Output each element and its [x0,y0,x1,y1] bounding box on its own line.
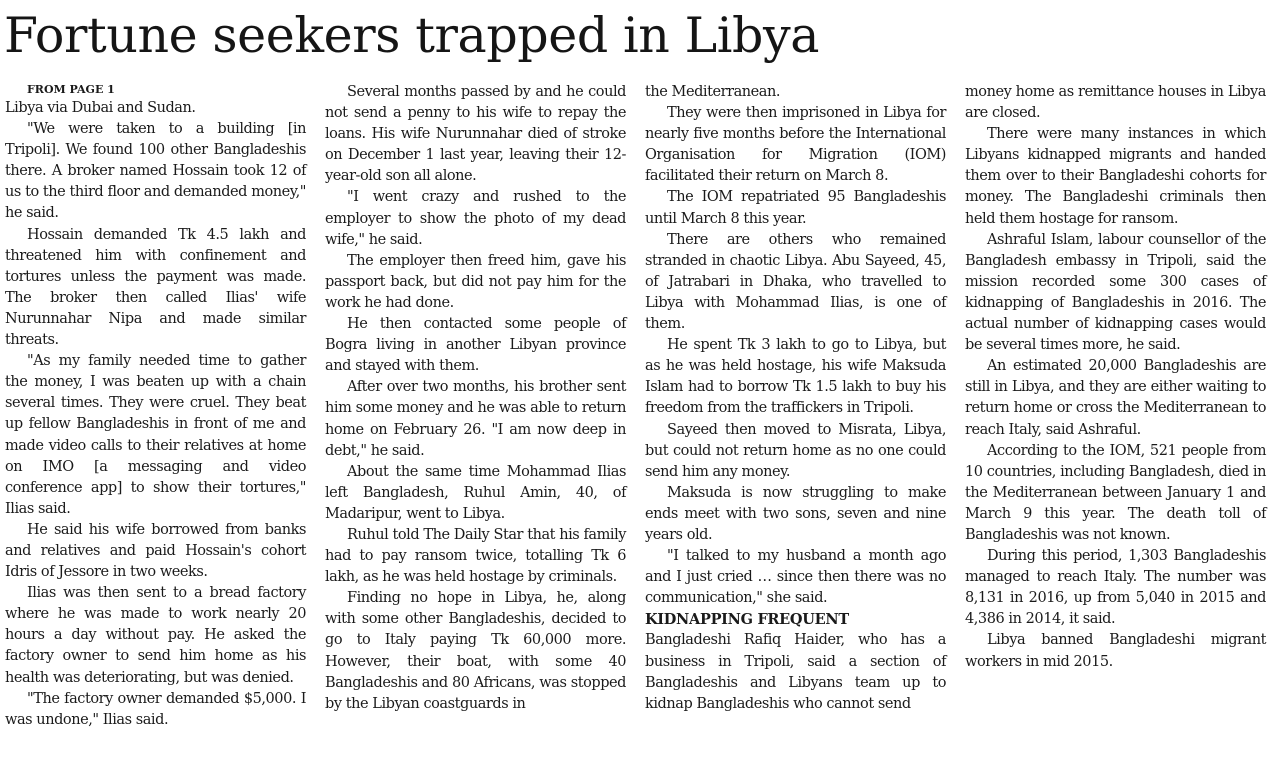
paragraph: "I talked to my husband a month ago and I just cried … since then there was no communication," she said. [645,548,946,607]
paragraph: During this period, 1,303 Bangladeshis managed to reach Italy. The number was 8,131 in 2016, up from 5,040 in 2015 and 4,386 in 2014, it said. [965,548,1266,628]
paragraph: Ashraful Islam, labour counsellor of the Bangladesh embassy in Tripoli, said the mission recorded some 300 cases of kidnapping of Bangladeshis in 2016. The actual number of kidnapping cases would be several times more, he said. [965,231,1266,354]
paragraph: "I went crazy and rushed to the employer to show the photo of my dead wife," he said. [325,189,626,248]
kicker: FROM PAGE 1 [27,83,115,96]
paragraph: He said his wife borrowed from banks and relatives and paid Hossain's cohort Idris of Jessore in two weeks. [5,521,306,581]
paragraph: Hossain demanded Tk 4.5 lakh and threatened him with confinement and tortures unless the payment was made. The broker then called Ilias' wife Nurunnahar Nipa and made similar threats. [5,226,306,349]
article-column-4 [965,82,1266,673]
paragraph: About the same time Mohammad Ilias left Bangladesh, Ruhul Amin, 40, of Madaripur, went to Libya. [325,463,626,522]
headline: Fortune seekers trapped in Libya [4,7,820,64]
article-column-3 [645,82,946,715]
paragraph: money home as remittance houses in Libya are closed. [965,84,1266,122]
paragraph: The employer then freed him, gave his passport back, but did not pay him for the work he had done. [325,252,626,311]
paragraph: The IOM repatriated 95 Bangladeshis until March 8 this year. [645,189,946,227]
paragraph: After over two months, his brother sent him some money and he was able to return home on February 26. "I am now deep in debt," he said. [325,379,626,459]
paragraph: Ruhul told The Daily Star that his family had to pay ransom twice, totalling Tk 6 lakh, as he was held hostage by criminals. [325,526,626,586]
paragraph: They were then imprisoned in Libya for nearly five months before the International Organisation for Migration (IOM) facilitated their return on March 8. [645,105,946,185]
subheading: KIDNAPPING FREQUENT [645,611,849,629]
paragraph: Finding no hope in Libya, he, along with some other Bangladeshis, decided to go to Italy paying Tk 60,000 more. However, their boat, with some 40 Bangladeshis and 80 Africans, was stopped by the Libyan coastguards in [325,590,626,712]
paragraph: He then contacted some people of Bogra living in another Libyan province and stayed with them. [325,316,626,375]
paragraph: the Mediterranean. [645,84,781,100]
paragraph: According to the IOM, 521 people from 10 countries, including Bangladesh, died in the Mediterranean between January 1 and March 9 this year. The death toll of Bangladeshis was not known. [965,442,1266,543]
paragraph: There were many instances in which Libyans kidnapped migrants and handed them over to their Bangladeshi cohorts for money. The Bangladeshi criminals then held them hostage for ransom. [965,126,1266,227]
paragraph: Ilias was then sent to a bread factory where he was made to work nearly 20 hours a day without pay. He asked the factory owner to send him home as his health was deteriorating, but was denied. [5,585,306,686]
article-column-1 [5,82,306,731]
paragraph: An estimated 20,000 Bangladeshis are still in Libya, and they are either waiting to return home or cross the Mediterranean to reach Italy, said Ashraful. [965,358,1266,438]
paragraph: Bangladeshi Rafiq Haider, who has a business in Tripoli, said a section of Bangladeshis and Libyans team up to kidnap Bangladeshis who cannot send [645,632,946,712]
paragraph: Maksuda is now struggling to make ends meet with two sons, seven and nine years old. [645,484,946,543]
paragraph: "The factory owner demanded $5,000. I was undone," Ilias said. [5,690,306,728]
paragraph: "As my family needed time to gather the money, I was beaten up with a chain several times. They were cruel. They beat up fellow Bangladeshis in front of me and made video calls to their relatives at home on IMO [a messaging and video conference app] to show their tortures," Ilias said. [5,353,306,517]
article-column-2 [325,82,626,715]
paragraph: Libya via Dubai and Sudan. [5,100,196,116]
paragraph: Libya banned Bangladeshi migrant workers in mid 2015. [965,632,1266,670]
paragraph: Sayeed then moved to Misrata, Libya, but could not return home as no one could send him any money. [645,421,946,480]
paragraph: There are others who remained stranded in chaotic Libya. Abu Sayeed, 45, of Jatrabari in Dhaka, who travelled to Libya with Mohammad Ilias, is one of them. [645,231,946,333]
paragraph: "We were taken to a building [in Tripoli]. We found 100 other Bangladeshis there. A broker named Hossain took 12 of us to the third floor and demanded money," he said. [5,121,306,222]
paragraph: Several months passed by and he could not send a penny to his wife to repay the loans. His wife Nurunnahar died of stroke on December 1 last year, leaving their 12-year-old son all alone. [325,84,626,185]
paragraph: He spent Tk 3 lakh to go to Libya, but as he was held hostage, his wife Maksuda Islam had to borrow Tk 1.5 lakh to buy his freedom from the traffickers in Tripoli. [645,337,946,417]
